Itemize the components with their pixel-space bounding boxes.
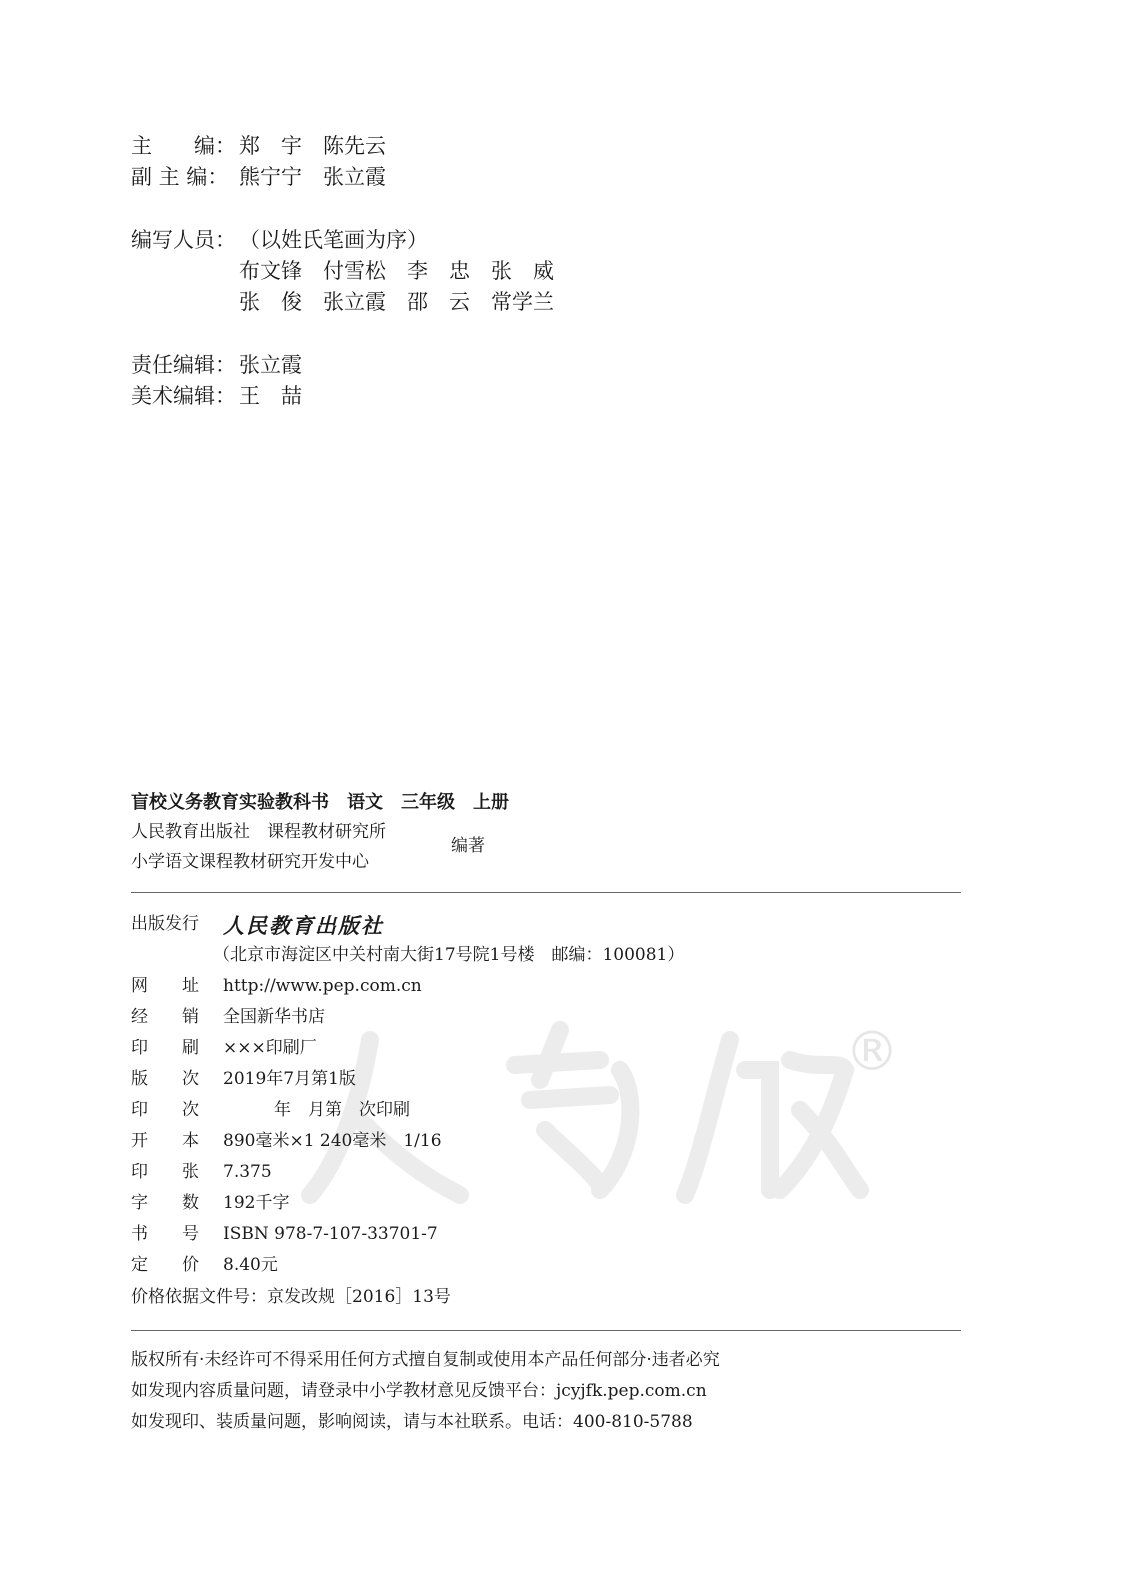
- publisher-label: 出版发行: [131, 914, 199, 934]
- divider-top: [131, 892, 961, 893]
- credit-deputy-editor: [131, 162, 386, 193]
- credit-responsible-editor: [131, 350, 302, 381]
- credit-value: 张立霞: [239, 353, 302, 377]
- info-value: ISBN 978-7-107-33701-7: [223, 1224, 438, 1244]
- credit-value: 郑 宇 陈先云: [239, 134, 386, 158]
- info-value: 8.40元: [223, 1255, 278, 1275]
- credit-label: 责任编辑：: [131, 353, 236, 377]
- info-value: 7.375: [223, 1162, 272, 1182]
- info-value: 2019年7月第1版: [223, 1069, 356, 1089]
- publisher-logo: 人民教育出版社: [223, 913, 384, 938]
- footer-contact: 如发现印、装质量问题，影响阅读，请与本社联系。电话：400-810-5788: [131, 1412, 693, 1432]
- book-authors-line2: 小学语文课程教材研究开发中心: [131, 852, 369, 872]
- info-key: 定 价: [131, 1255, 199, 1275]
- book-authors-line1: 人民教育出版社 课程教材研究所: [131, 822, 386, 842]
- info-key: 经 销: [131, 1007, 199, 1027]
- credit-label: 副 主 编：: [131, 165, 229, 189]
- credit-value: 熊宁宁 张立霞: [239, 165, 386, 189]
- info-key: 书 号: [131, 1224, 199, 1244]
- price-basis: 价格依据文件号：京发改规［2016］13号: [131, 1287, 451, 1307]
- book-authors-suffix: 编著: [451, 836, 485, 856]
- credit-value: 王 喆: [239, 384, 302, 408]
- credit-writers: [131, 225, 428, 256]
- publisher-address: （北京市海淀区中关村南大街17号院1号楼 邮编：100081）: [213, 945, 685, 965]
- credit-writers-line2: 张 俊 张立霞 邵 云 常学兰: [239, 290, 554, 314]
- info-row: [131, 1162, 272, 1182]
- info-key: 印 张: [131, 1162, 199, 1182]
- info-value: 192千字: [223, 1193, 290, 1213]
- credit-label: 编写人员：: [131, 228, 236, 252]
- info-value: 年 月第 次印刷: [223, 1100, 410, 1120]
- credit-note: （以姓氏笔画为序）: [239, 228, 428, 252]
- info-row: [131, 976, 422, 996]
- footer-copyright: 版权所有·未经许可不得采用任何方式擅自复制或使用本产品任何部分·违者必究: [131, 1350, 720, 1370]
- book-title: 盲校义务教育实验教科书 语文 三年级 上册: [131, 792, 509, 813]
- credit-art-editor: [131, 381, 302, 412]
- info-row: [131, 1007, 325, 1027]
- info-value: ×××印刷厂: [223, 1038, 317, 1058]
- credit-label: 主 编：: [131, 134, 236, 158]
- info-row: [131, 1224, 438, 1244]
- credit-label: 美术编辑：: [131, 384, 236, 408]
- info-value: 全国新华书店: [223, 1007, 325, 1027]
- info-key: 版 次: [131, 1069, 199, 1089]
- info-row: [131, 1100, 410, 1120]
- info-row: [131, 1193, 289, 1213]
- info-row: [131, 1255, 278, 1275]
- info-value: 890毫米×1 240毫米 1/16: [223, 1131, 442, 1151]
- credit-writers-line1: 布文锋 付雪松 李 忠 张 威: [239, 259, 554, 283]
- info-key: 字 数: [131, 1193, 199, 1213]
- info-row: [131, 1131, 442, 1151]
- registered-mark: ®: [845, 1020, 899, 1083]
- info-row: [131, 1069, 356, 1089]
- info-key: 网 址: [131, 976, 199, 996]
- footer-feedback: 如发现内容质量问题，请登录中小学教材意见反馈平台：jcyjfk.pep.com.cn: [131, 1381, 707, 1401]
- info-key: 印 刷: [131, 1038, 199, 1058]
- info-key: 开 本: [131, 1131, 199, 1151]
- credit-chief-editor: [131, 131, 386, 162]
- info-row: [131, 1038, 317, 1058]
- info-key: 印 次: [131, 1100, 199, 1120]
- info-value: http://www.pep.com.cn: [223, 976, 422, 996]
- divider-bottom: [131, 1330, 961, 1331]
